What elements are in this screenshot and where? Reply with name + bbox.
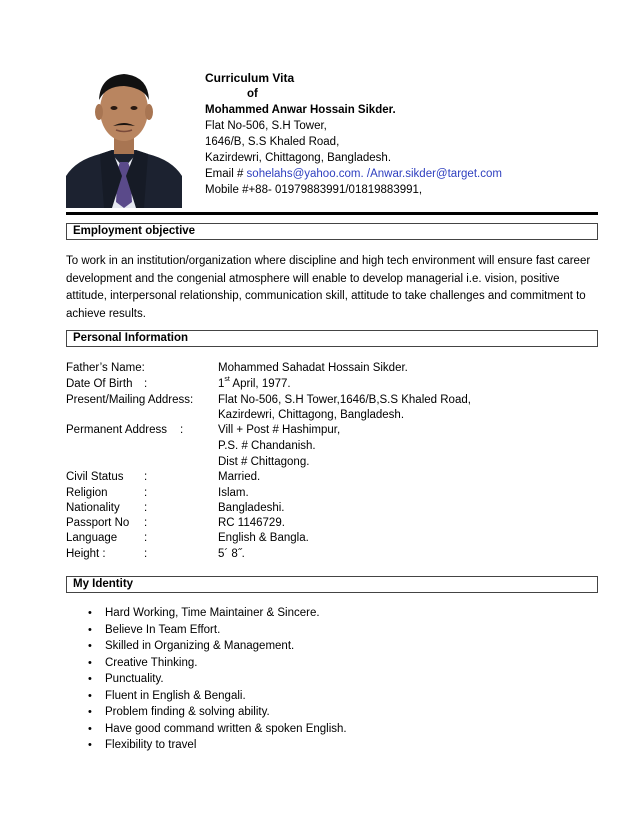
list-item-text: Have good command written & spoken English. bbox=[105, 722, 347, 735]
civil-status-colon: : bbox=[144, 471, 148, 483]
address-line-2: 1646/B, S.S Khaled Road, bbox=[205, 136, 340, 148]
header-divider bbox=[66, 212, 598, 215]
dob-rest: April, 1977. bbox=[229, 378, 291, 390]
candidate-name: Mohammed Anwar Hossain Sikder. bbox=[205, 104, 396, 116]
language-label: Language bbox=[66, 532, 118, 544]
email-line bbox=[205, 166, 625, 182]
height-colon: : bbox=[144, 548, 148, 560]
section-header-objective bbox=[66, 223, 598, 240]
list-item-text: Hard Working, Time Maintainer & Sincere. bbox=[105, 607, 320, 619]
list-item-text: Punctuality. bbox=[105, 673, 164, 685]
bullet-icon: • bbox=[88, 607, 92, 619]
cv-title: Curriculum Vita bbox=[205, 71, 295, 85]
permanent-address-line-1: Vill + Post # Hashimpur, bbox=[218, 424, 341, 436]
dob-value bbox=[218, 378, 291, 390]
permanent-address-line-3: Dist # Chittagong. bbox=[218, 456, 310, 468]
dob-colon: : bbox=[144, 378, 148, 390]
list-item-text: Skilled in Organizing & Management. bbox=[105, 640, 295, 652]
bullet-icon: • bbox=[88, 673, 92, 685]
dob-suffix: st bbox=[224, 376, 230, 383]
bullet-icon: • bbox=[88, 706, 92, 718]
section-title-identity: My Identity bbox=[73, 578, 134, 590]
religion-colon: : bbox=[144, 487, 148, 499]
nationality-label: Nationality bbox=[66, 502, 120, 514]
email-link-1[interactable]: sohelahs@yahoo.com. bbox=[246, 168, 364, 180]
section-header-personal bbox=[66, 330, 598, 347]
father-label: Father’s Name: bbox=[66, 362, 145, 374]
language-colon: : bbox=[144, 532, 148, 544]
list-item-text: Fluent in English & Bengali. bbox=[105, 689, 246, 702]
cv-of: of bbox=[247, 88, 258, 100]
list-item bbox=[88, 622, 347, 639]
list-item bbox=[88, 721, 347, 738]
religion-label: Religion bbox=[66, 487, 108, 499]
passport-label: Passport No bbox=[66, 517, 130, 529]
bullet-icon: • bbox=[88, 640, 92, 652]
passport-colon: : bbox=[144, 517, 148, 529]
dob-day: 1 bbox=[218, 378, 225, 390]
list-item bbox=[88, 638, 347, 655]
list-item bbox=[88, 688, 347, 705]
nationality-colon: : bbox=[144, 502, 148, 514]
list-item bbox=[88, 704, 347, 721]
permanent-address-label: Permanent Address bbox=[66, 424, 168, 436]
section-header-identity bbox=[66, 576, 598, 593]
profile-photo bbox=[66, 64, 182, 208]
bullet-icon: • bbox=[88, 739, 92, 751]
email-separator: / bbox=[363, 168, 371, 180]
list-item bbox=[88, 605, 347, 622]
list-item bbox=[88, 655, 347, 672]
height-label: Height : bbox=[66, 548, 106, 560]
email-link-2[interactable]: Anwar.sikder@target.com bbox=[370, 168, 502, 180]
language-value: English & Bangla. bbox=[218, 532, 309, 544]
list-item bbox=[88, 671, 347, 688]
civil-status-value: Married. bbox=[218, 471, 261, 483]
email-prefix: Email # bbox=[205, 168, 247, 180]
passport-value: RC 1146729. bbox=[218, 517, 285, 529]
height-value: 5´ 8˝. bbox=[218, 548, 245, 560]
present-address-label: Present/Mailing Address: bbox=[66, 394, 194, 406]
dob-label: Date Of Birth bbox=[66, 378, 133, 390]
portrait-image bbox=[66, 64, 182, 208]
identity-list bbox=[88, 605, 347, 754]
list-item-text: Flexibility to travel bbox=[105, 739, 197, 751]
cv-header bbox=[205, 70, 625, 198]
list-item-text: Problem finding & solving ability. bbox=[105, 706, 270, 718]
address-line-3: Kazirdewri, Chittagong, Bangladesh. bbox=[205, 152, 392, 164]
present-address-line-1: Flat No-506, S.H Tower,1646/B,S.S Khaled Road, bbox=[218, 394, 471, 406]
present-address-line-2: Kazirdewri, Chittagong, Bangladesh. bbox=[218, 409, 405, 421]
civil-status-label: Civil Status bbox=[66, 471, 124, 483]
bullet-icon: • bbox=[88, 656, 92, 669]
religion-value: Islam. bbox=[218, 487, 249, 499]
permanent-address-line-2: P.S. # Chandanish. bbox=[218, 440, 316, 452]
father-value: Mohammed Sahadat Hossain Sikder. bbox=[218, 362, 408, 374]
list-item-text: Creative Thinking. bbox=[105, 656, 198, 669]
bullet-icon: • bbox=[88, 722, 92, 735]
bullet-icon: • bbox=[88, 623, 92, 636]
nationality-value: Bangladeshi. bbox=[218, 502, 285, 514]
bullet-icon: • bbox=[88, 689, 92, 702]
address-line-1: Flat No-506, S.H Tower, bbox=[205, 120, 327, 132]
mobile-line: Mobile #+88- 01979883991/01819883991, bbox=[205, 184, 423, 196]
objective-text: To work in an institution/organization where discipline and high tech environment will ensure fast career development and the congenial atmosphere will enable to develop managerial i.e. vision, positive attitude, interpersonal relationship, communication skill, attitude to take challenges and commitment to achieve results. bbox=[66, 255, 591, 320]
section-title-objective: Employment objective bbox=[73, 225, 196, 237]
permanent-address-colon: : bbox=[180, 424, 184, 436]
list-item bbox=[88, 737, 347, 754]
list-item-text: Believe In Team Effort. bbox=[105, 623, 221, 636]
section-title-personal: Personal Information bbox=[73, 332, 189, 344]
